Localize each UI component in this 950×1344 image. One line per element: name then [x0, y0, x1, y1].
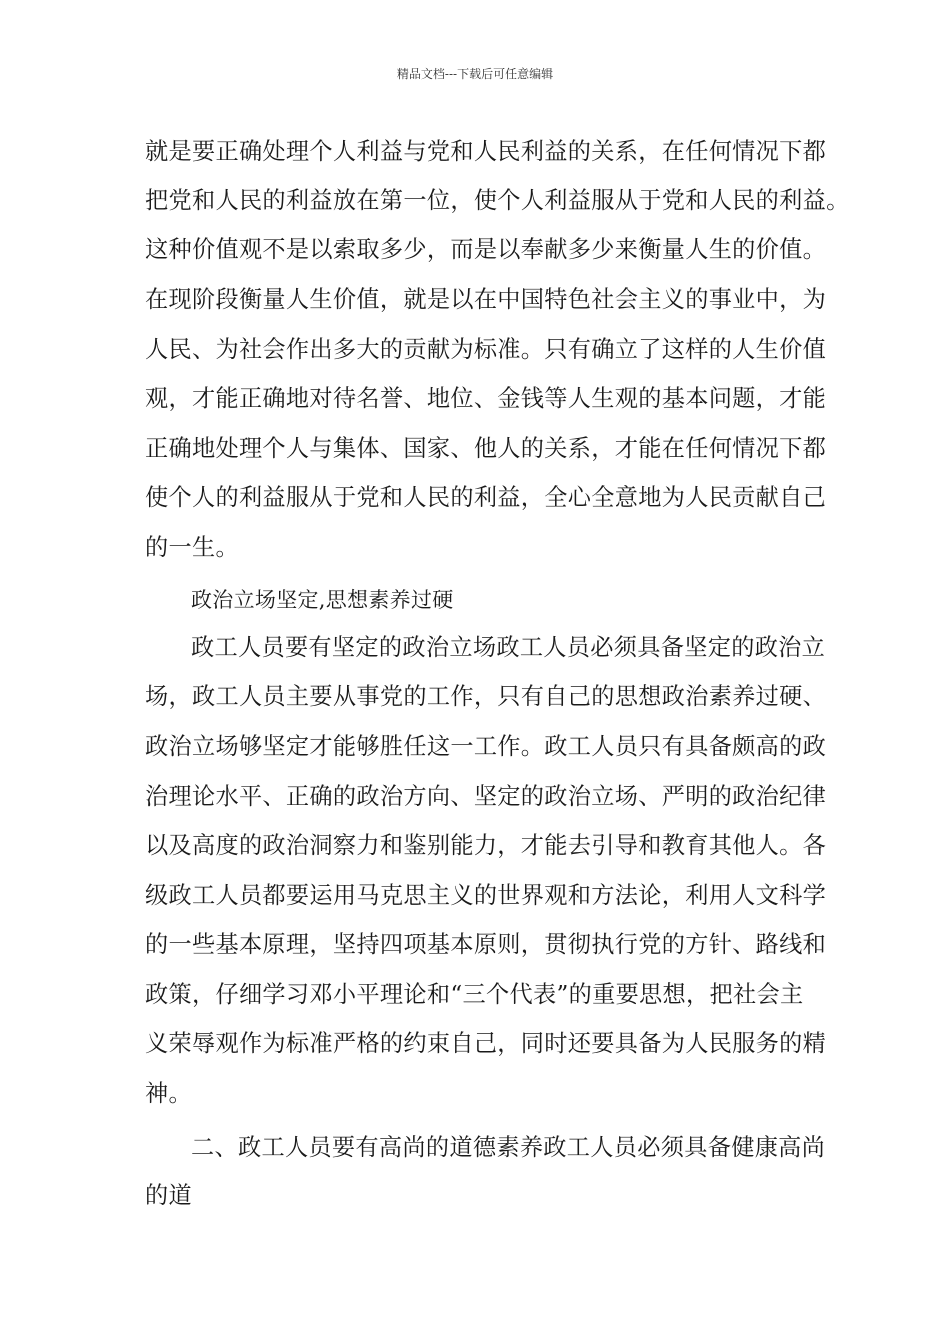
body-line: 义荣辱观作为标准严格的约束自己，同时还要具备为人民服务的精 [145, 1030, 827, 1057]
body-line: 就是要正确处理个人利益与党和人民利益的关系，在任何情况下都 [145, 138, 827, 165]
body-line: 场，政工人员主要从事党的工作，只有自己的思想政治素养过硬、 [145, 683, 827, 710]
body-line: 把党和人民的利益放在第一位，使个人利益服从于党和人民的利益。 [145, 187, 850, 214]
body-line: 的道 [145, 1182, 192, 1209]
body-line: 正确地处理个人与集体、国家、他人的关系，才能在任何情况下都 [145, 435, 827, 462]
section-heading: 政治立场坚定,思想素养过硬 [191, 588, 454, 612]
body-line: 神。 [145, 1080, 192, 1107]
body-line: 二、政工人员要有高尚的道德素养政工人员必须具备健康高尚 [191, 1134, 826, 1161]
page-header: 精品文档---下载后可任意编辑 [396, 67, 554, 81]
body-line: 在现阶段衡量人生价值，就是以在中国特色社会主义的事业中，为 [145, 286, 827, 313]
body-line: 的一些基本原理，坚持四项基本原则，贯彻执行党的方针、路线和 [145, 931, 827, 958]
body-line: 使个人的利益服从于党和人民的利益，全心全意地为人民贡献自己 [145, 484, 827, 511]
body-line: 政工人员要有坚定的政治立场政工人员必须具备坚定的政治立 [191, 634, 826, 661]
body-line: 这种价值观不是以索取多少，而是以奉献多少来衡量人生的价值。 [145, 236, 827, 263]
body-line: 的一生。 [145, 534, 239, 561]
body-line: 人民、为社会作出多大的贡献为标准。只有确立了这样的人生价值 [145, 336, 827, 363]
body-line: 级政工人员都要运用马克思主义的世界观和方法论，利用人文科学 [145, 882, 827, 909]
body-line: 政治立场够坚定才能够胜任这一工作。政工人员只有具备颇高的政 [145, 733, 827, 760]
body-line: 政策，仔细学习邓小平理论和“三个代表”的重要思想，把社会主 [145, 981, 804, 1008]
body-line: 观，才能正确地对待名誉、地位、金钱等人生观的基本问题，才能 [145, 385, 827, 412]
body-line: 以及高度的政治洞察力和鉴别能力，才能去引导和教育其他人。各 [145, 832, 827, 859]
body-line: 治理论水平、正确的政治方向、坚定的政治立场、严明的政治纪律 [145, 783, 827, 810]
